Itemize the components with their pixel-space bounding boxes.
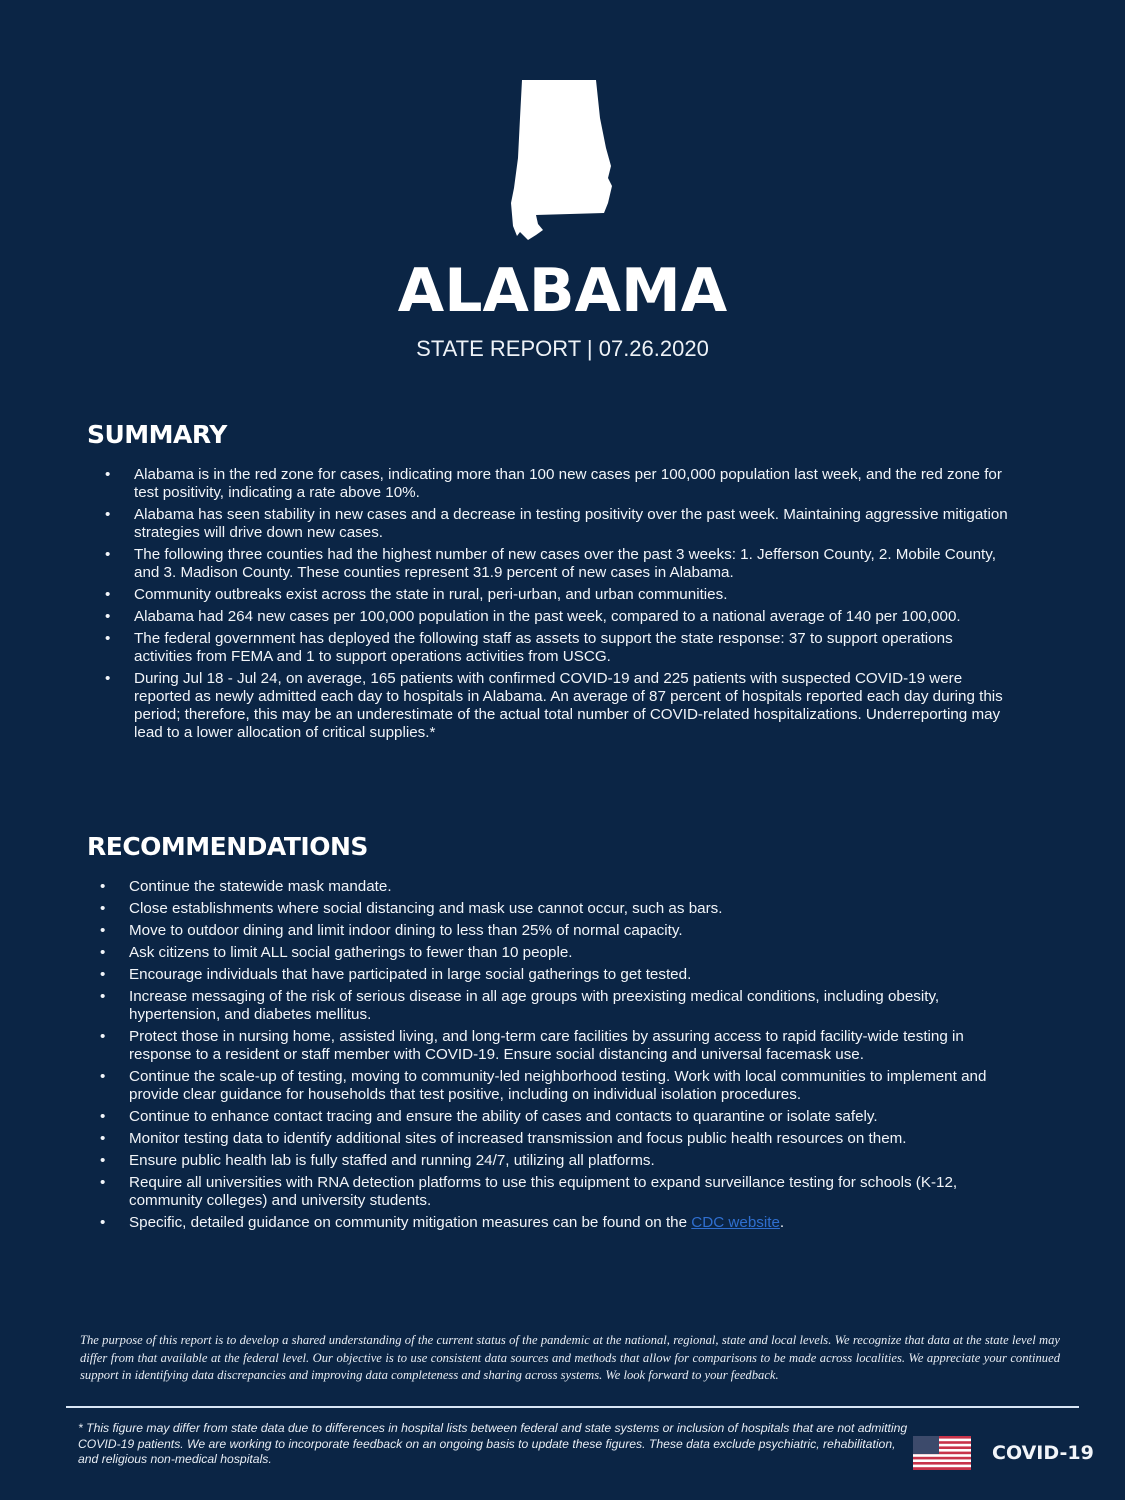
cdc-website-link[interactable]: CDC website — [691, 1214, 780, 1231]
summary-item: • Alabama has seen stability in new cases and a decrease in testing positivity over the past week. Maintaining aggressive mitigation strategies will drive down new cases. — [105, 506, 1008, 541]
summary-list — [105, 466, 1014, 746]
recommendation-item: • Require all universities with RNA detection platforms to use this equipment to expand surveillance testing for schools (K-12, community colleges) and university students. — [100, 1174, 958, 1209]
report-subtitle: STATE REPORT | 07.26.2020 — [416, 336, 709, 361]
recommendations-heading: RECOMMENDATIONS — [87, 832, 368, 861]
recommendation-item: • Specific, detailed guidance on community mitigation measures can be found on the CDC website. — [100, 1214, 785, 1231]
summary-heading: SUMMARY — [87, 420, 227, 449]
recommendation-item: • Move to outdoor dining and limit indoor dining to less than 25% of normal capacity. — [100, 922, 683, 939]
recommendation-item: • Continue the scale-up of testing, moving to community-led neighborhood testing. Work with local communities to implement and provide clear guidance for households that test positive, including on individual isolation procedures. — [100, 1068, 987, 1103]
recommendation-item: • Continue the statewide mask mandate. — [100, 878, 392, 895]
recommendation-item: • Ensure public health lab is fully staffed and running 24/7, utilizing all platforms. — [100, 1152, 655, 1169]
recommendation-item: • Continue to enhance contact tracing and ensure the ability of cases and contacts to quarantine or isolate safely. — [100, 1108, 878, 1125]
recommendations-list — [100, 878, 1019, 1236]
recommendation-item: • Monitor testing data to identify additional sites of increased transmission and focus public health resources on them. — [100, 1130, 907, 1147]
alabama-state-outline-icon — [508, 78, 616, 243]
report-disclaimer: The purpose of this report is to develop a shared understanding of the current status of the pandemic at the national, regional, state and local levels. We recognize that data at the state level may differ from that available at the federal level. Our objective is to use consistent data sources and methods that allow for comparisons to be made across localities. We appreciate your continued support in identifying data discrepancies and improving data completeness and sharing across systems. We look forward to your feedback. — [80, 1333, 1060, 1382]
summary-item: • Community outbreaks exist across the state in rural, peri-urban, and urban communities. — [105, 586, 728, 603]
covid-19-brand-label: COVID-19 — [992, 1442, 1094, 1464]
us-flag-icon — [913, 1436, 971, 1470]
summary-item: • Alabama is in the red zone for cases, indicating more than 100 new cases per 100,000 population last week, and the red zone for test positivity, indicating a rate above 10%. — [105, 466, 1002, 501]
hospital-footnote: * This figure may differ from state data due to differences in hospital lists between federal and state systems or inclusion of hospitals that are not admitting COVID-19 patients. We are working to incorporate feedback on an ongoing basis to update these figures. These data exclude psychiatric, rehabilitation, and religious non-medical hospitals. — [78, 1421, 908, 1466]
recommendation-item: • Protect those in nursing home, assisted living, and long-term care facilities by assuring access to rapid facility-wide testing in response to a resident or staff member with COVID-19. Ensure social distancing and universal facemask use. — [100, 1028, 964, 1063]
summary-item: • The federal government has deployed the following staff as assets to support the state response: 37 to support operations activities from FEMA and 1 to support operations activities from USCG. — [105, 630, 953, 665]
state-title: ALABAMA — [397, 256, 728, 326]
recommendation-item: • Encourage individuals that have participated in large social gatherings to get tested. — [100, 966, 692, 983]
summary-item: • Alabama had 264 new cases per 100,000 population in the past week, compared to a national average of 140 per 100,000. — [105, 608, 961, 625]
recommendation-item: • Increase messaging of the risk of serious disease in all age groups with preexisting medical conditions, including obesity, hypertension, and diabetes mellitus. — [100, 988, 940, 1023]
summary-item: • The following three counties had the highest number of new cases over the past 3 weeks: 1. Jefferson County, 2. Mobile County, and 3. Madison County. These counties represent 31.9 percent of new cases in Alabama. — [105, 546, 996, 581]
footer-divider — [66, 1406, 1079, 1408]
recommendation-item: • Close establishments where social distancing and mask use cannot occur, such as bars. — [100, 900, 723, 917]
recommendation-item: • Ask citizens to limit ALL social gatherings to fewer than 10 people. — [100, 944, 573, 961]
summary-item: • During Jul 18 - Jul 24, on average, 165 patients with confirmed COVID-19 and 225 patients with suspected COVID-19 were reported as newly admitted each day to hospitals in Alabama. An average of 87 percent of hospitals reported each day during this period; therefore, this may be an underestimate of the actual total number of COVID-related hospitalizations. Underreporting may lead to a lower allocation of critical supplies.* — [105, 670, 1003, 741]
